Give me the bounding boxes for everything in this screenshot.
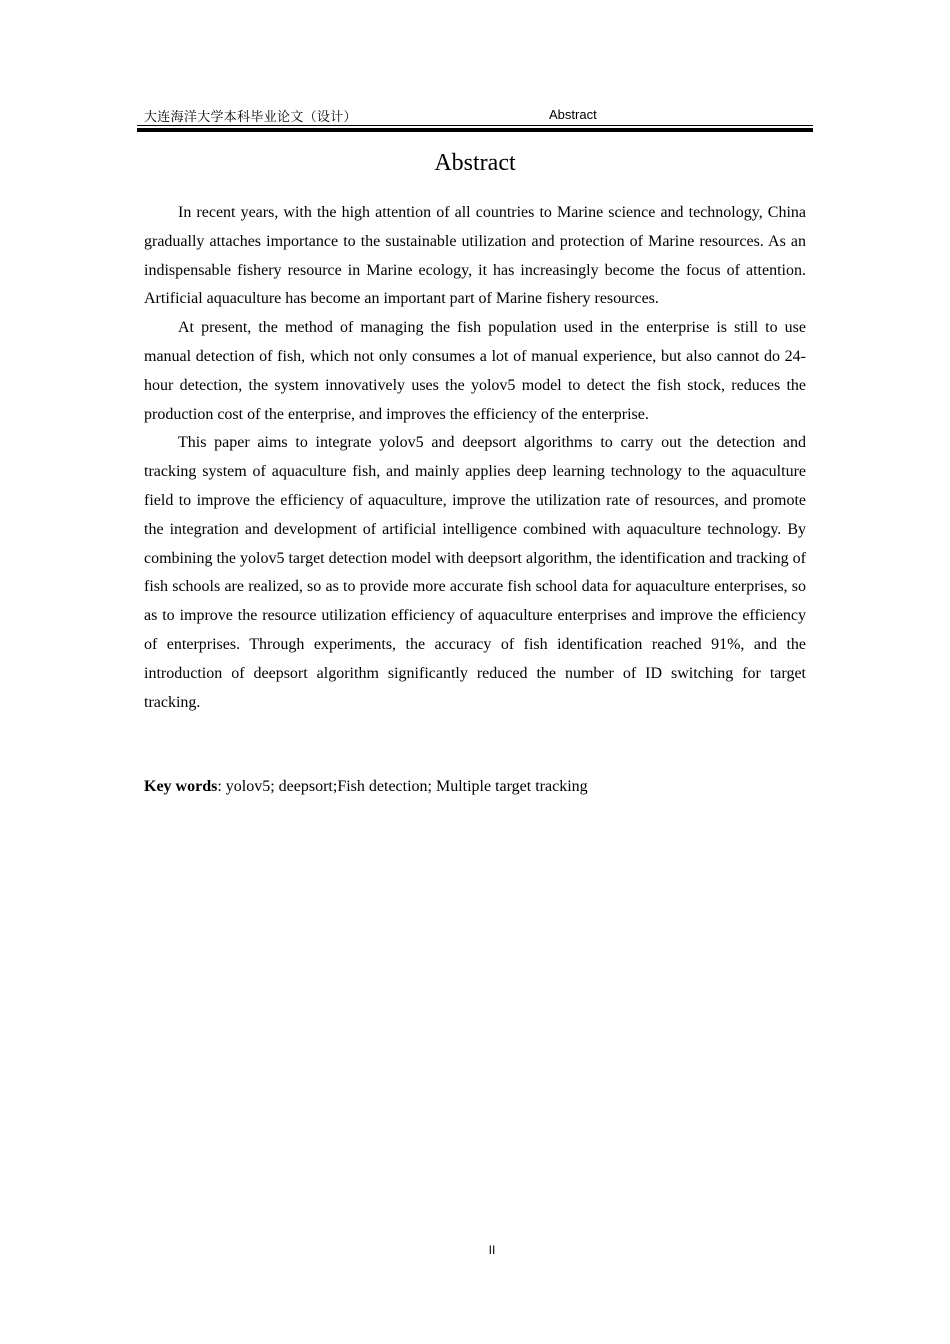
keywords-separator: :: [217, 778, 226, 795]
keywords-text: yolov5; deepsort;Fish detection; Multiple target tracking: [225, 778, 588, 795]
keywords-line: [144, 773, 806, 802]
header-rule-thin: [137, 125, 813, 126]
abstract-paragraph-2: At present, the method of managing the fish population used in the enterprise is still to use manual detection of fish, which not only consumes a lot of manual experience, but also cannot do 24-hour detection, the system innovatively uses the yolov5 model to detect the fish stock, reduces the production cost of the enterprise, and improves the efficiency of the enterprise.: [144, 319, 806, 423]
abstract-body: [144, 199, 806, 717]
abstract-paragraph-1: In recent years, with the high attention of all countries to Marine science and technology, China gradually attaches importance to the sustainable utilization and protection of Marine resources. As an indispensable fishery resource in Marine ecology, it has increasingly become the focus of attention. Artificial aquaculture has become an important part of Marine fishery resources.: [144, 204, 806, 308]
running-header: [137, 104, 813, 126]
abstract-paragraph-3: This paper aims to integrate yolov5 and deepsort algorithms to carry out the detection and tracking system of aquaculture fish, and mainly applies deep learning technology to the aquaculture field to improve the efficiency of aquaculture, improve the utilization rate of resources, and promote the integration and development of artificial intelligence combined with aquaculture technology. By combining the yolov5 target detection model with deepsort algorithm, the identification and tracking of fish schools are realized, so as to provide more accurate fish school data for aquaculture enterprises, so as to improve the resource utilization efficiency of aquaculture enterprises and improve the efficiency of enterprises. Through experiments, the accuracy of fish identification reached 91%, and the introduction of deepsort algorithm significantly reduced the number of ID switching for target tracking.: [144, 434, 806, 711]
page-number: II: [488, 1243, 496, 1257]
header-university-title: 大连海洋大学本科毕业论文（设计）: [144, 110, 357, 125]
keywords-label: Key words: [144, 778, 218, 795]
page-title: Abstract: [434, 150, 516, 176]
header-rule-thick: [137, 128, 813, 132]
header-section-title: Abstract: [549, 107, 597, 122]
